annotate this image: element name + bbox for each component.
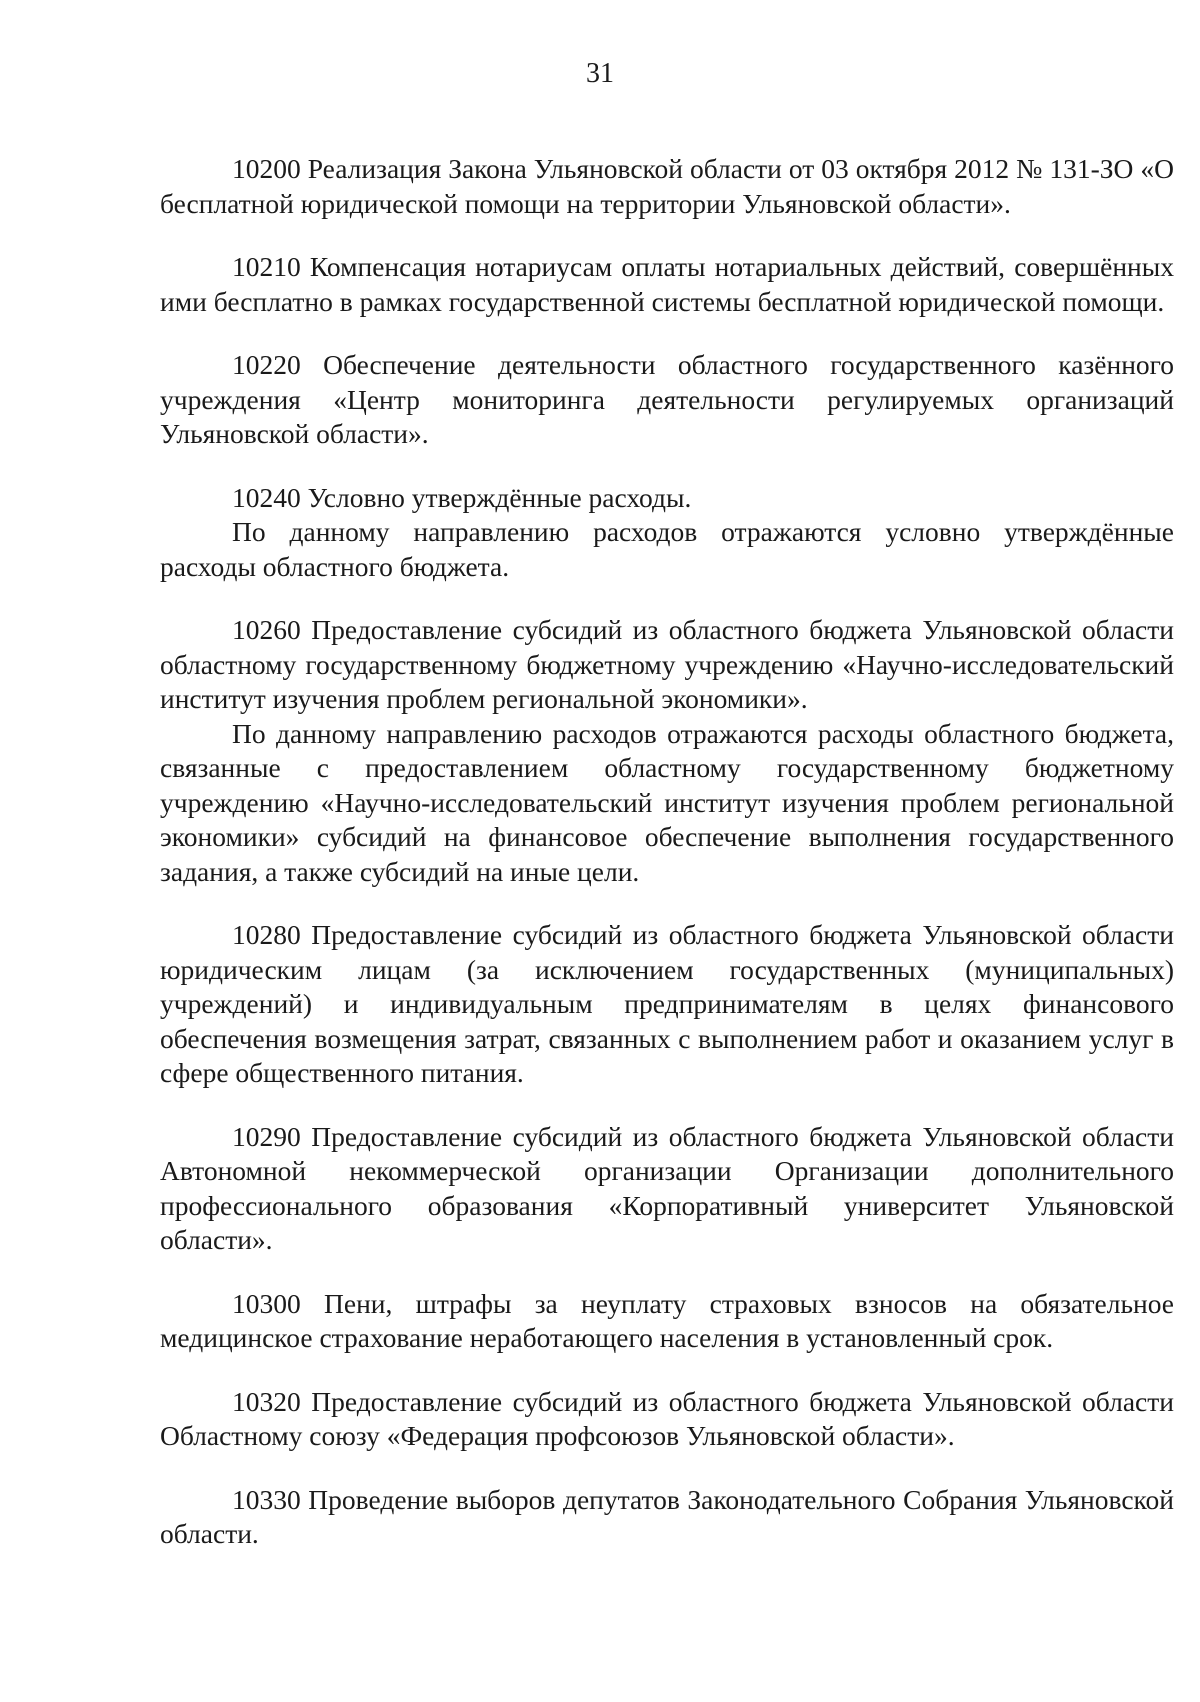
section-10220 (160, 348, 1174, 452)
section-10280 (160, 918, 1174, 1091)
paragraph: 10290 Предоставление субсидий из областного бюджета Ульяновской области Автономной некоммерческой организации Организации дополнительного профессионального образования «Корпоративный университет Ульяновской области». (160, 1120, 1174, 1255)
paragraph: По данному направлению расходов отражаются расходы областного бюджета, связанные с предоставлением областному государственному бюджетному учреждению «Научно-исследовательский институт изучения проблем региональной экономики» субсидий на финансовое обеспечение выполнения государственного задания, а также субсидий на иные цели. (160, 717, 1174, 887)
page-number: 31 (586, 58, 614, 89)
paragraph: 10200 Реализация Закона Ульяновской области от 03 октября 2012 № 131-ЗО «О бесплатной юридической помощи на территории Ульяновской области». (160, 153, 1174, 219)
section-10320 (160, 1385, 1174, 1454)
document-body (160, 152, 1174, 1581)
section-10200 (160, 152, 1174, 221)
section-10290 (160, 1120, 1174, 1258)
section-10330 (160, 1483, 1174, 1552)
paragraph: 10280 Предоставление субсидий из областного бюджета Ульяновской области юридическим лицам (за исключением государственных (муниципальных) учреждений) и индивидуальным предпринимателям в целях финансового обеспечения возмещения затрат, связанных с выполнением работ и оказанием услуг в сфере общественного питания. (160, 919, 1174, 1088)
paragraph: 10330 Проведение выборов депутатов Законодательного Собрания Ульяновской области. (160, 1483, 1174, 1549)
paragraph: 10210 Компенсация нотариусам оплаты нотариальных действий, совершённых ими бесплатно в рамках государственной системы бесплатной юридической помощи. (160, 251, 1174, 317)
paragraph: 10260 Предоставление субсидий из областного бюджета Ульяновской области областному государственному бюджетному учреждению «Научно-исследовательский институт изучения проблем региональной экономики». (160, 614, 1174, 714)
paragraph: 10240 Условно утверждённые расходы. (232, 481, 692, 513)
paragraph: 10300 Пени, штрафы за неуплату страховых взносов на обязательное медицинское страхование неработающего населения в установленный срок. (160, 1287, 1174, 1353)
section-10260 (160, 613, 1174, 889)
section-10240 (160, 481, 1174, 585)
section-10210 (160, 250, 1174, 319)
paragraph: По данному направлению расходов отражаются условно утверждённые расходы областного бюджета. (160, 516, 1174, 582)
paragraph: 10320 Предоставление субсидий из областного бюджета Ульяновской области Областному союзу «Федерация профсоюзов Ульяновской области». (160, 1385, 1174, 1451)
section-10300 (160, 1287, 1174, 1356)
paragraph: 10220 Обеспечение деятельности областного государственного казённого учреждения «Центр мониторинга деятельности регулируемых организаций Ульяновской области». (160, 349, 1174, 449)
